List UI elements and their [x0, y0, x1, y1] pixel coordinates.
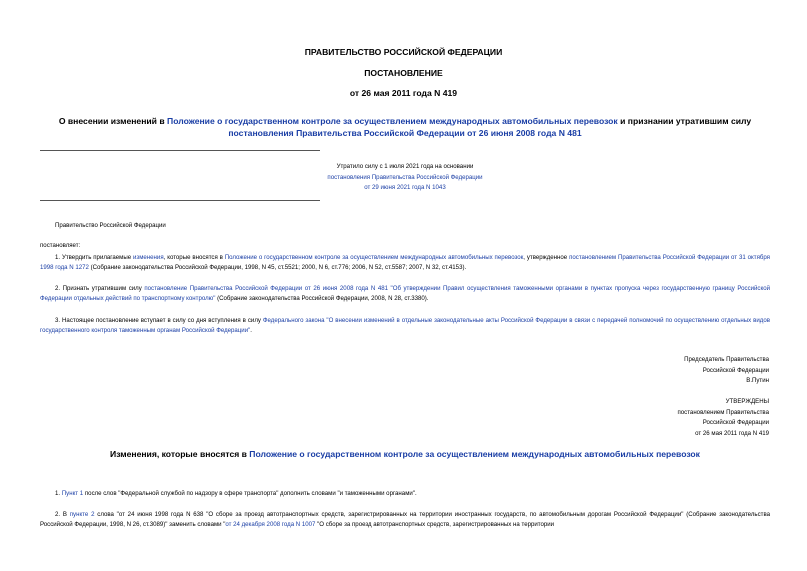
title-text-1: О внесении изменений в — [58, 116, 168, 126]
decree-word: постановляет: — [40, 242, 81, 249]
signature-line-1: Председатель Правительства — [684, 356, 769, 363]
p2-text-1: 2. Признать утратившим силу — [55, 285, 145, 292]
p2-text-2: (Собрание законодательства Российской Федерации, 2008, N 28, ст.3380). — [215, 295, 429, 303]
change-2 — [40, 510, 770, 531]
c1-text-1: 1. — [55, 490, 62, 497]
document-title — [30, 115, 780, 139]
title-link-decree-481[interactable]: постановления Правительства Российской Федерации от 26 июня 2008 года N 481 — [228, 128, 582, 138]
change-1 — [40, 489, 770, 499]
signature-line-2: Российской Федерации — [702, 366, 769, 374]
approved-line-4: от 26 мая 2011 года N 419 — [695, 429, 769, 437]
c2-link-point-2[interactable]: пункте 2 — [69, 511, 95, 518]
c2-text-1: 2. В — [55, 511, 70, 518]
approved-block — [677, 397, 769, 439]
paragraph-3 — [40, 316, 770, 337]
p1-link-changes[interactable]: изменения — [133, 254, 164, 261]
p3-link-federal-law[interactable]: Федерального закона "О внесении изменений в отдельные законодательные акты Российской Федерации в связи с передачей полномочий по осуществлению отдельных видов государственного контроля таможенным органам Российской Федерации" — [40, 317, 770, 335]
c2-link-decree-1007[interactable]: от 24 декабря 2008 года N 1007 — [225, 521, 316, 529]
signature-block — [684, 355, 769, 387]
status-note-line1: Утратило силу с 1 июля 2021 года на основании — [336, 163, 474, 170]
approved-line-3: Российской Федерации — [702, 419, 769, 426]
p1-link-decree-1272[interactable]: постановлением Правительства Российской Федерации от 31 октября 1998 года N 1272 — [40, 254, 770, 272]
changes-title-link[interactable]: Положение о государственном контроле за осуществлением международных автомобильных перевозок — [249, 449, 700, 459]
approved-line-1: УТВЕРЖДЕНЫ — [725, 398, 769, 405]
paragraph-2 — [40, 284, 770, 305]
signature-name: В.Путин — [746, 377, 769, 384]
divider-bottom — [40, 200, 320, 201]
c1-text-2: после слов "Федеральной службой по надзору в сфере транспорта" дополнить словами "и таможенными органами". — [83, 490, 417, 497]
p3-text-1: 3. Настоящее постановление вступает в силу со дня вступления в силу — [55, 317, 263, 324]
c2-text-2: слова "от 24 июня 1998 года N 638 "О сборе за проезд автотранспортных средств, зарегистрированных на территории иностранных государств, по автомобильным дорогам Российской Федерации" (Собрание законодательства Российской Федерации, 1998, N 26, ст.3089)" заменить словами " — [40, 511, 771, 529]
status-note-link-2[interactable]: от 29 июня 2021 года N 1043 — [364, 184, 446, 191]
paragraph-1 — [40, 253, 770, 274]
title-text-2: и признании утратившим силу — [617, 116, 752, 126]
p2-link-decree-481[interactable]: постановление Правительства Российской Федерации от 26 июня 2008 года N 481 "Об утверждении Правил осуществления таможенными органами в пунктах пропуска через государственную границу Российской Федерации отдельных действий по транспортному контролю" — [40, 285, 771, 303]
status-note-link-1[interactable]: постановления Правительства Российской Федерации — [327, 173, 483, 181]
c1-link-point-1[interactable]: Пункт 1 — [61, 490, 84, 497]
p1-link-regulation[interactable]: Положение о государственном контроле за осуществлением международных автомобильных перевозок — [224, 254, 524, 261]
government-header: ПРАВИТЕЛЬСТВО РОССИЙСКОЙ ФЕДЕРАЦИИ — [304, 47, 503, 57]
p1-text-4: (Собрание законодательства Российской Федерации, 1998, N 45, ст.5521; 2000, N 6, ст.776; 2006, N 52, ст.5587; 2007, N 32, ст.4153). — [88, 264, 467, 272]
p3-text-2: . — [250, 327, 252, 335]
title-link-regulation[interactable]: Положение о государственном контроле за осуществлением международных автомобильных перевозок — [167, 116, 618, 126]
p1-text-1: 1. Утвердить прилагаемые — [55, 254, 134, 261]
issuer: Правительство Российской Федерации — [55, 222, 166, 229]
divider-top — [40, 150, 320, 151]
p1-text-2: , которые вносятся в — [163, 254, 225, 261]
document-type: ПОСТАНОВЛЕНИЕ — [364, 68, 443, 78]
changes-title — [30, 449, 780, 459]
p1-text-3: , утвержденное — [523, 254, 570, 261]
status-note — [300, 162, 510, 194]
approved-line-2: постановлением Правительства — [677, 408, 769, 416]
document-date-number: от 26 мая 2011 года N 419 — [349, 88, 458, 98]
changes-title-text: Изменения, которые вносятся в — [110, 449, 250, 459]
c2-text-3: "О сборе за проезд автотранспортных средств, зарегистрированных на территории — [315, 521, 555, 529]
